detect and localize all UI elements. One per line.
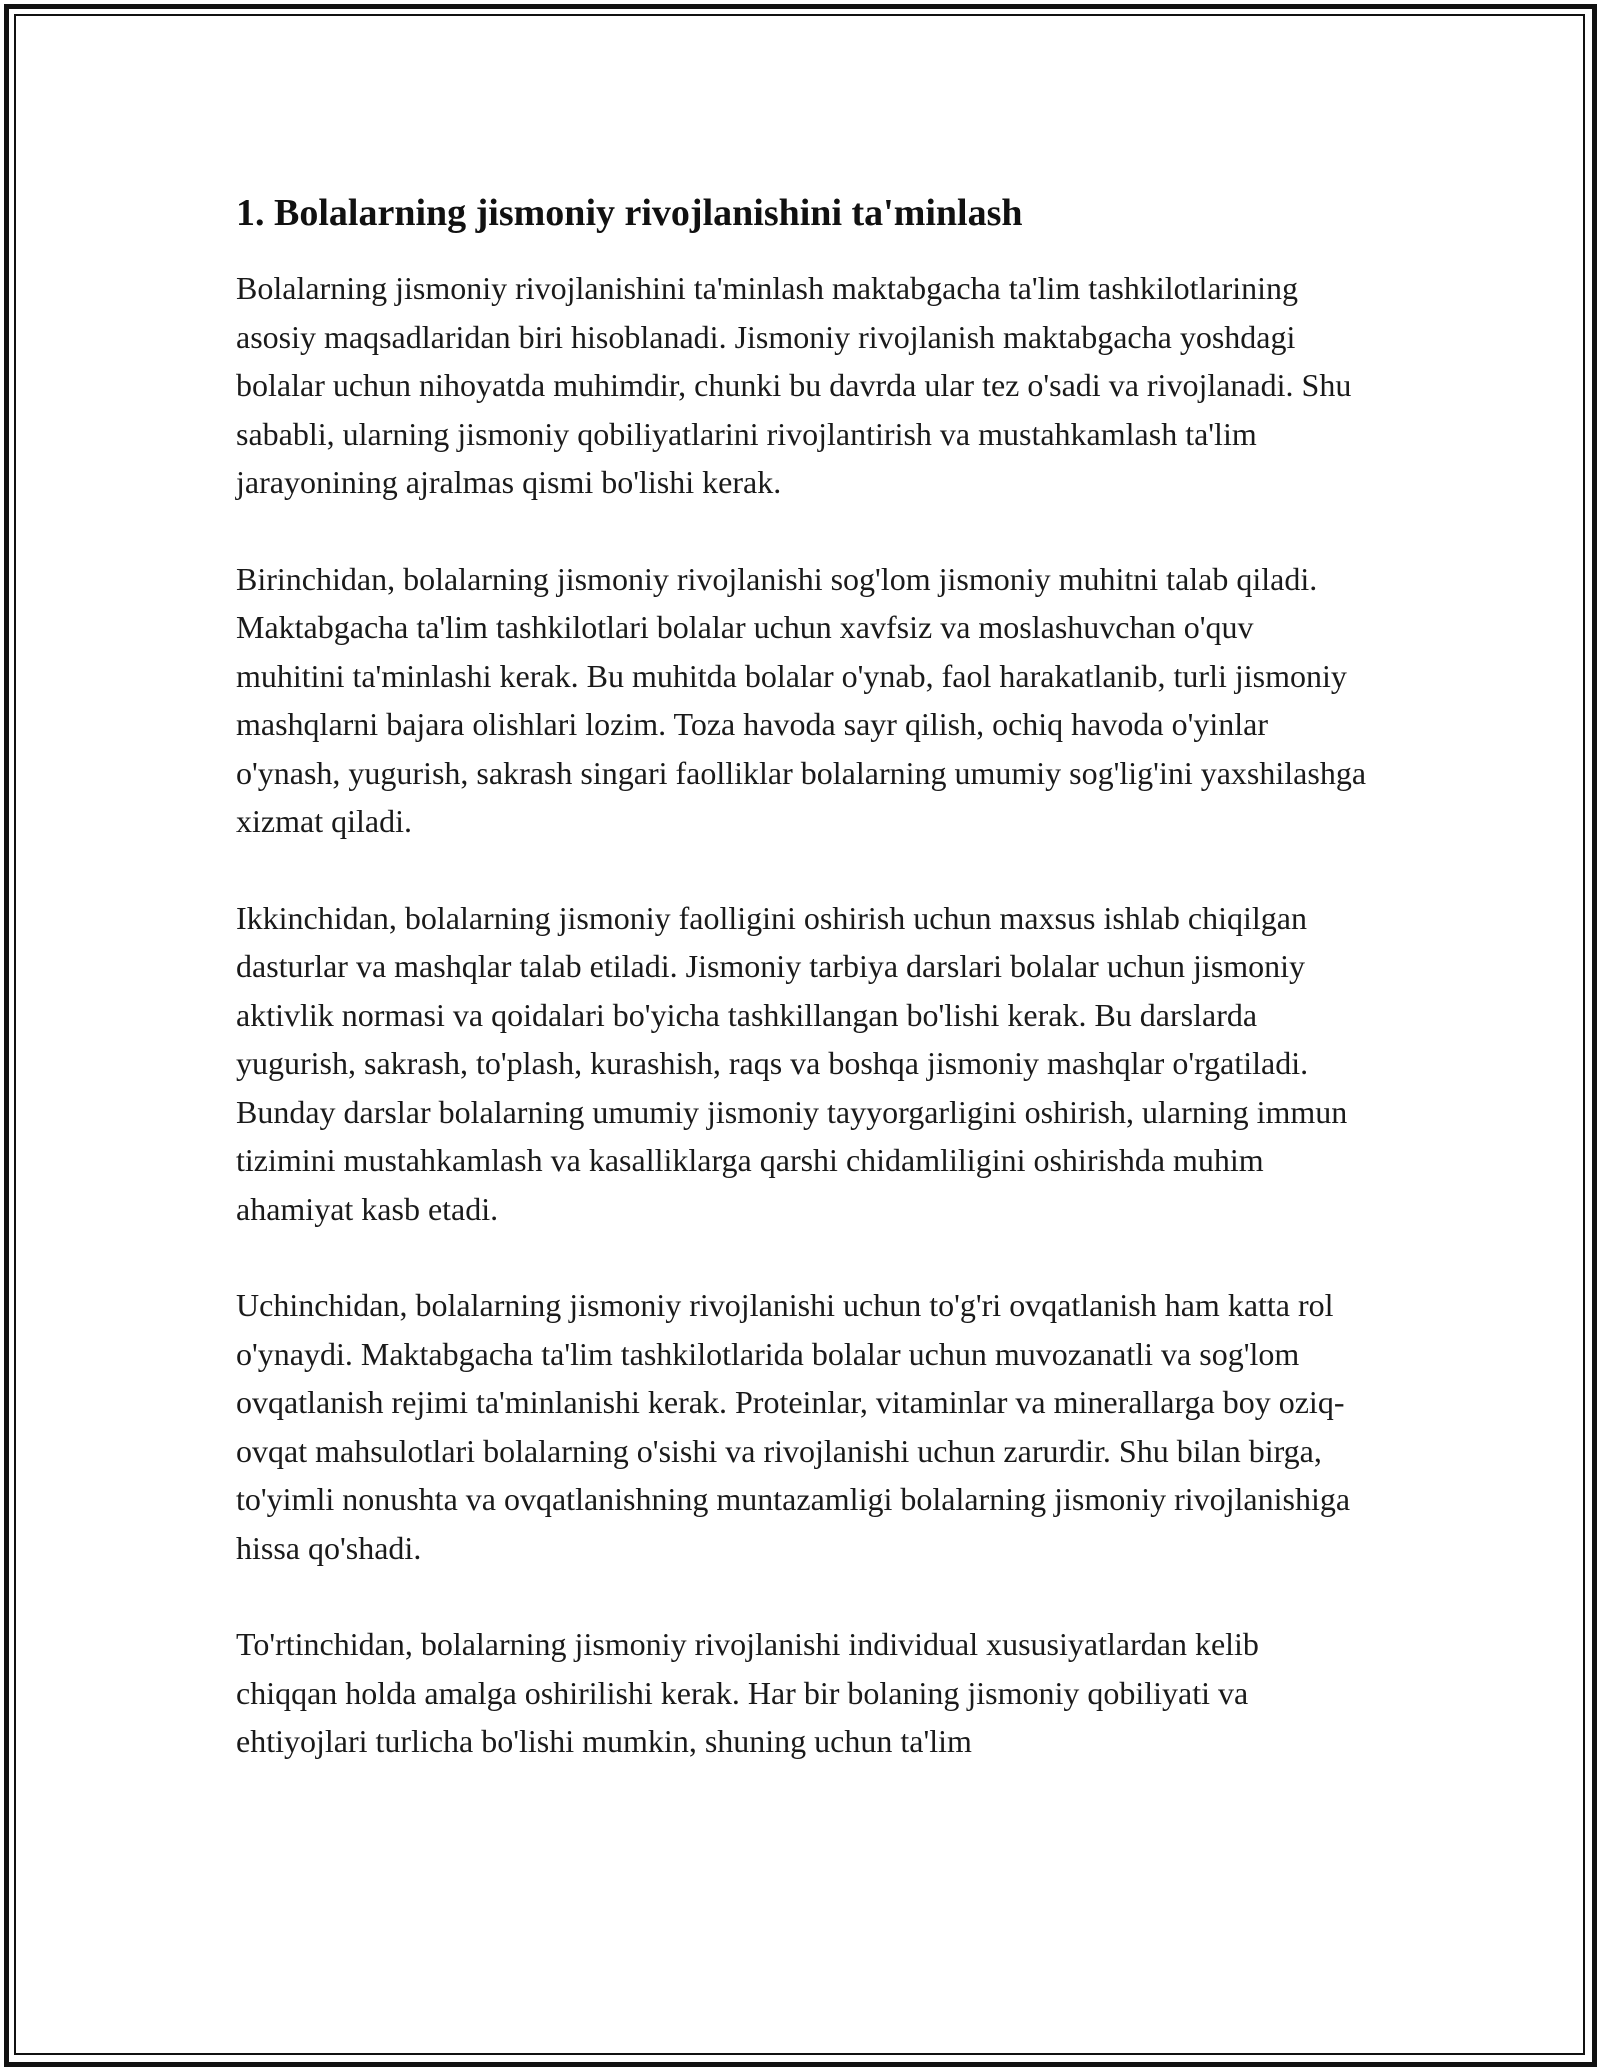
paragraph-first: Birinchidan, bolalarning jismoniy rivojlanishi sog'lom jismoniy muhitni talab qiladi. Maktabgacha ta'lim tashkilotlari bolalar uchun xavfsiz va moslashuvchan o'quv muhitini ta'minlashi kerak. Bu muhitda bolalar o'ynab, faol harakatlanib, turli jismoniy mashqlarni bajara olishlari lozim. Toza havoda sayr qilish, ochiq havoda o'yinlar o'ynash, yugurish, sakrash singari faolliklar bolalarning umumiy sog'lig'ini yaxshilashga xizmat qiladi.	[236, 560, 1367, 839]
paragraph-third: Uchinchidan, bolalarning jismoniy rivojlanishi uchun to'g'ri ovqatlanish ham katta rol o'ynaydi. Maktabgacha ta'lim tashkilotlarida bolalar uchun muvozanatli va sog'lom ovqatlanish rejimi ta'minlanishi kerak. Proteinlar, vitaminlar va minerallarga boy oziq-ovqat mahsulotlari bolalarning o'sishi va rivojlanishi uchun zarurdir. Shu bilan birga, to'yimli nonushta va ovqatlanishning muntazamligi bolalarning jismoniy rivojlanishiga hissa qo'shadi.	[236, 1287, 1351, 1566]
document-body	[236, 188, 1366, 1814]
paragraph-fourth: To'rtinchidan, bolalarning jismoniy rivojlanishi individual xususiyatlardan kelib chiqqan holda amalga oshirilishi kerak. Har bir bolaning jismoniy qobiliyati va ehtiyojlari turlicha bo'lishi mumkin, shuning uchun ta'lim	[236, 1626, 1259, 1759]
section-heading: 1. Bolalarning jismoniy rivojlanishini ta'minlash	[236, 192, 1023, 234]
paragraph-intro: Bolalarning jismoniy rivojlanishini ta'minlash maktabgacha ta'lim tashkilotlarining asosiy maqsadlaridan biri hisoblanadi. Jismoniy rivojlanish maktabgacha yoshdagi bolalar uchun nihoyatda muhimdir, chunki bu davrda ular tez o'sadi va rivojlanadi. Shu sababli, ularning jismoniy qobiliyatlarini rivojlantirish va mustahkamlash ta'lim jarayonining ajralmas qismi bo'lishi kerak.	[236, 270, 1352, 500]
paragraph-second: Ikkinchidan, bolalarning jismoniy faolligini oshirish uchun maxsus ishlab chiqilgan dasturlar va mashqlar talab etiladi. Jismoniy tarbiya darslari bolalar uchun jismoniy aktivlik normasi va qoidalari bo'yicha tashkillangan bo'lishi kerak. Bu darslarda yugurish, sakrash, to'plash, kurashish, raqs va boshqa jismoniy mashqlar o'rgatiladi. Bunday darslar bolalarning umumiy jismoniy tayyorgarligini oshirish, ularning immun tizimini mustahkamlash va kasalliklarga qarshi chidamliligini oshirishda muhim ahamiyat kasb etadi.	[236, 899, 1348, 1227]
